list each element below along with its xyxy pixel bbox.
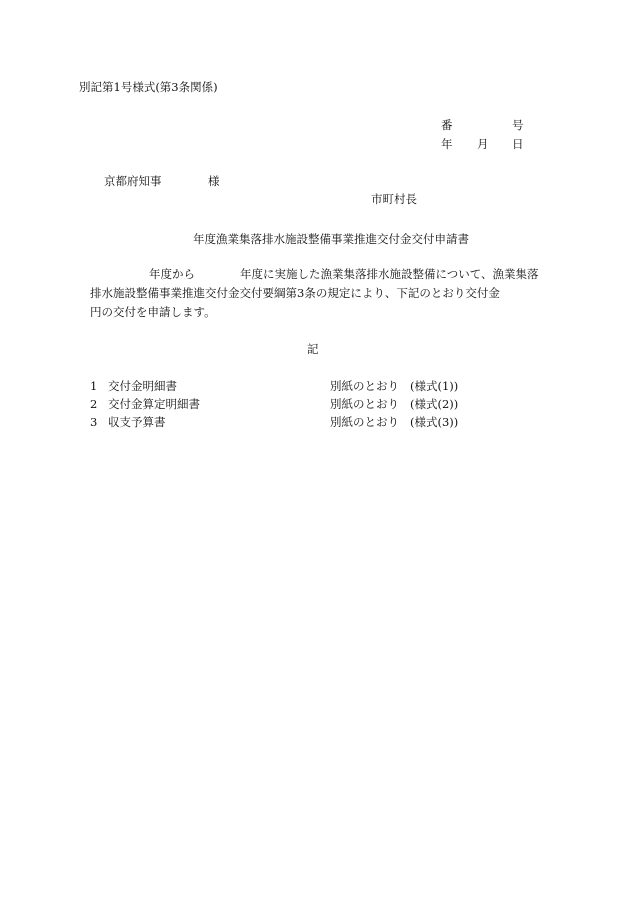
item-form: (様式(1)) — [410, 379, 459, 393]
body-line-2: 排水施設整備事業推進交付金交付要綱第3条の規定により、下記のとおり交付金 — [90, 286, 500, 300]
item-label: 交付金算定明細書 — [108, 397, 200, 411]
item-form: (様式(2)) — [410, 397, 459, 411]
list-item — [90, 381, 490, 397]
item-label: 収支予算書 — [108, 415, 166, 429]
body-line-1: 年度に実施した漁業集落排水施設整備について、漁業集落 — [240, 267, 539, 281]
item-reference: 別紙のとおり — [330, 415, 399, 429]
ki-heading: 記 — [307, 342, 319, 356]
item-reference: 別紙のとおり — [330, 379, 399, 393]
item-label: 交付金明細書 — [108, 379, 177, 393]
sender-title: 市町村長 — [371, 192, 417, 206]
list-item — [90, 399, 490, 415]
list-item — [90, 417, 490, 433]
addressee-name: 京都府知事 — [104, 174, 162, 188]
month-label: 月 — [477, 137, 489, 151]
number-label: 番 — [441, 118, 453, 132]
day-label: 日 — [512, 137, 524, 151]
item-number: 2 — [90, 397, 98, 411]
body-year-from: 年度から — [149, 267, 195, 281]
body-line-3: 円の交付を申請します。 — [90, 305, 216, 319]
number-suffix: 号 — [512, 118, 524, 132]
document-title: 年度漁業集落排水施設整備事業推進交付金交付申請書 — [193, 232, 469, 246]
item-reference: 別紙のとおり — [330, 397, 399, 411]
year-label: 年 — [441, 137, 453, 151]
item-number: 1 — [90, 379, 98, 393]
item-form: (様式(3)) — [410, 415, 459, 429]
addressee-honorific: 様 — [208, 174, 220, 188]
form-reference: 別記第1号様式(第3条関係) — [79, 80, 218, 94]
item-number: 3 — [90, 415, 98, 429]
